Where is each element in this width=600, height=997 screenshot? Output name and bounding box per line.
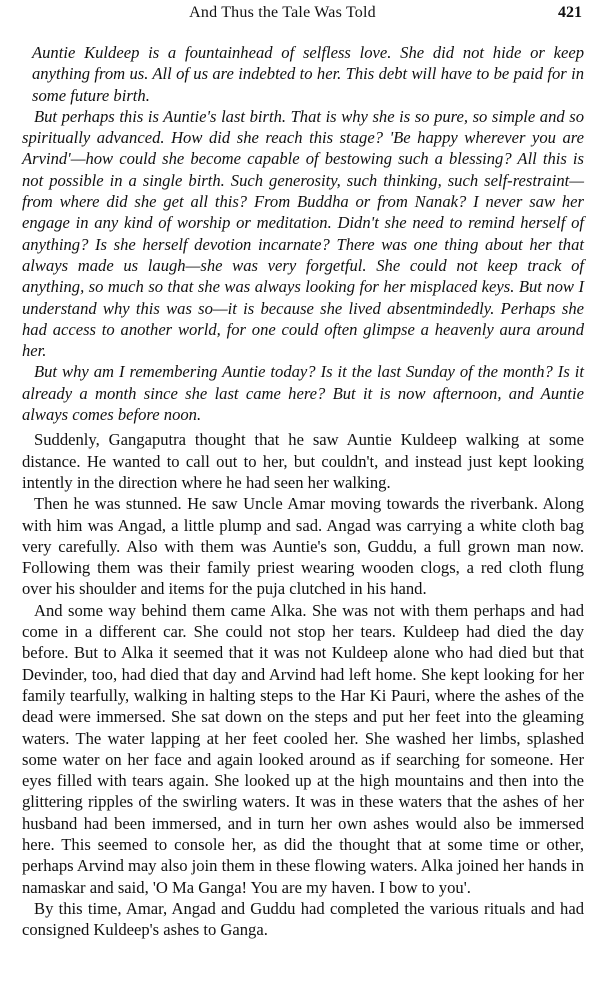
paragraph: And some way behind them came Alka. She was not with them perhaps and had come in a different car. She could not stop her tears. Kuldeep had died the day before. But to Alka it seemed that it was not Kuldeep alone who had died but that Devinder, too, had died that day and Arvind had left home. She kept looking for her family tearfully, walking in halting steps to the Har Ki Pauri, where the ashes of the dead were immersed. She sat down on the steps and put her feet into the gleaming waters. The water lapping at her feet cooled her. She washed her limbs, splashed some water on her face and again looked around as if searching for someone. Her eyes filled with tears again. She looked up at the high mountains and then into the glittering ripples of the swirling waters. It was in these waters that the ashes of her husband had been immersed, and in turn her own ashes would also be immersed here. This seemed to console her, as did the thought that at some time or other, perhaps Arvind may also join them in these flowing waters. Alka joined her hands in namaskar and said, 'O Ma Ganga! You are my haven. I bow to you'. — [22, 600, 584, 897]
paragraph: Suddenly, Gangaputra thought that he saw Auntie Kuldeep walking at some distance. He wanted to call out to her, but couldn't, and instead just kept looking intently in the direction where he had seen her walking. — [22, 430, 584, 492]
italic-passage — [22, 42, 584, 425]
running-title: And Thus the Tale Was Told — [189, 4, 376, 21]
running-head — [0, 0, 600, 28]
paragraph: But perhaps this is Auntie's last birth. That is why she is so pure, so simple and so spiritually advanced. How did she reach this stage? 'Be happy wherever you are Arvind'—how could she become capable of bestowing such a blessing? All this is not possible in a single birth. Such generosity, such thinking, such self-restraint—from where did she get all this? From Buddha or from Nanak? I never saw her engage in any kind of worship or meditation. Didn't she need to remind herself of anything? Is she herself devotion incarnate? There was one thing about her that always made us laugh—she was very forgetful. She could not keep track of anything, so much so that she was always looking for her misplaced keys. But now I understand why this was so—it is because she lived absentmindedly. Perhaps she had access to another world, for one could often glimpse a heavenly aura around her. — [22, 106, 584, 361]
narrative-passage — [22, 429, 584, 940]
paragraph: But why am I remembering Auntie today? Is it the last Sunday of the month? Is it already a month since she last came here? But it is now afternoon, and Auntie always comes before noon. — [22, 362, 584, 425]
paragraph: Then he was stunned. He saw Uncle Amar moving towards the riverbank. Along with him was Angad, a little plump and sad. Angad was carrying a white cloth bag very carefully. Also with them was Auntie's son, Guddu, a full grown man now. Following them was their family priest wearing wooden clogs, a red cloth flung over his shoulder and items for the puja clutched in his hand. — [22, 494, 584, 599]
paragraph: Auntie Kuldeep is a fountainhead of selfless love. She did not hide or keep anything from us. All of us are indebted to her. This debt will have to be paid for in some future birth. — [32, 43, 584, 105]
page-number: 421 — [558, 4, 582, 21]
paragraph: By this time, Amar, Angad and Guddu had completed the various rituals and had consigned Kuldeep's ashes to Ganga. — [22, 898, 584, 940]
body-text — [22, 42, 584, 940]
